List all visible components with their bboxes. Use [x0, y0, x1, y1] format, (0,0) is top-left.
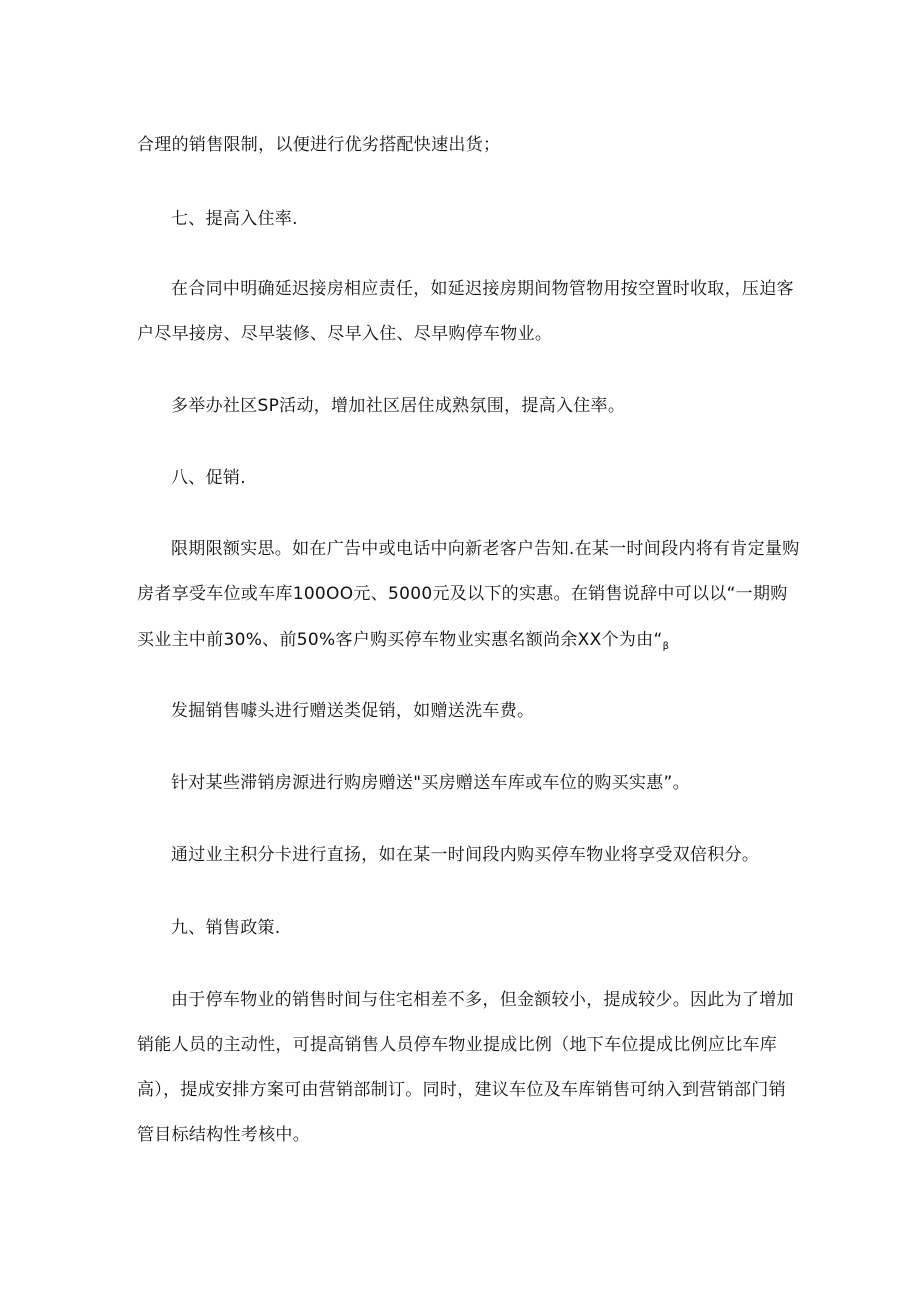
section-heading-9: 九、销售政策. [171, 918, 281, 938]
paragraph-line-16: 高），提成安排方案可由营销部制订。同时，建议车位及车库销售可纳入到营销部门销 [137, 1080, 786, 1100]
stray-mark: β [662, 641, 670, 652]
paragraph-line-12: 通过业主积分卡进行直扬，如在某一时间段内购买停车物业将享受双倍积分。 [171, 845, 760, 865]
paragraph-line-10: 发掘销售噱头进行赠送类促销，如赠送洗车费。 [171, 701, 535, 721]
paragraph-line-9 [137, 628, 787, 659]
paragraph-line-8: 房者享受车位或车库100OO元、5000元及以下的实惠。在销售说辞中可以以“一期购 [137, 584, 788, 604]
section-heading-8: 八、促销. [171, 468, 246, 488]
paragraph-line-17: 管目标结构性考核中。 [137, 1125, 310, 1145]
paragraph-line-1: 合理的销售限制，以便进行优劣搭配快速出货； [137, 135, 501, 155]
paragraph-line-15: 销能人员的主动性，可提高销售人员停车物业提成比例（地下车位提成比例应比车库 [137, 1035, 778, 1055]
section-heading-7: 七、提高入住率. [171, 209, 298, 229]
paragraph-line-4: 户尽早接房、尽早装修、尽早入住、尽早购停车物业。 [137, 324, 553, 344]
paragraph-line-5: 多举办社区SP活动，增加社区居住成熟氛围，提高入住率。 [171, 396, 626, 416]
paragraph-line-9-text: 买业主中前30%、前50%客户购买停车物业实惠名额尚余XX个为由“ [137, 630, 663, 650]
paragraph-line-3: 在合同中明确延迟接房相应责任，如延迟接房期间物管物用按空置时收取，压迫客 [171, 279, 794, 299]
paragraph-line-14: 由于停车物业的销售时间与住宅相差不多，但金额较小，提成较少。因此为了增加 [171, 990, 794, 1010]
paragraph-line-11: 针对某些滞销房源进行购房赠送"买房赠送车库或车位的购买实惠”。 [171, 773, 690, 793]
paragraph-line-7: 限期限额实思。如在广告中或电话中向新老客户告知.在某一时间段内将有肯定量购 [171, 539, 800, 559]
